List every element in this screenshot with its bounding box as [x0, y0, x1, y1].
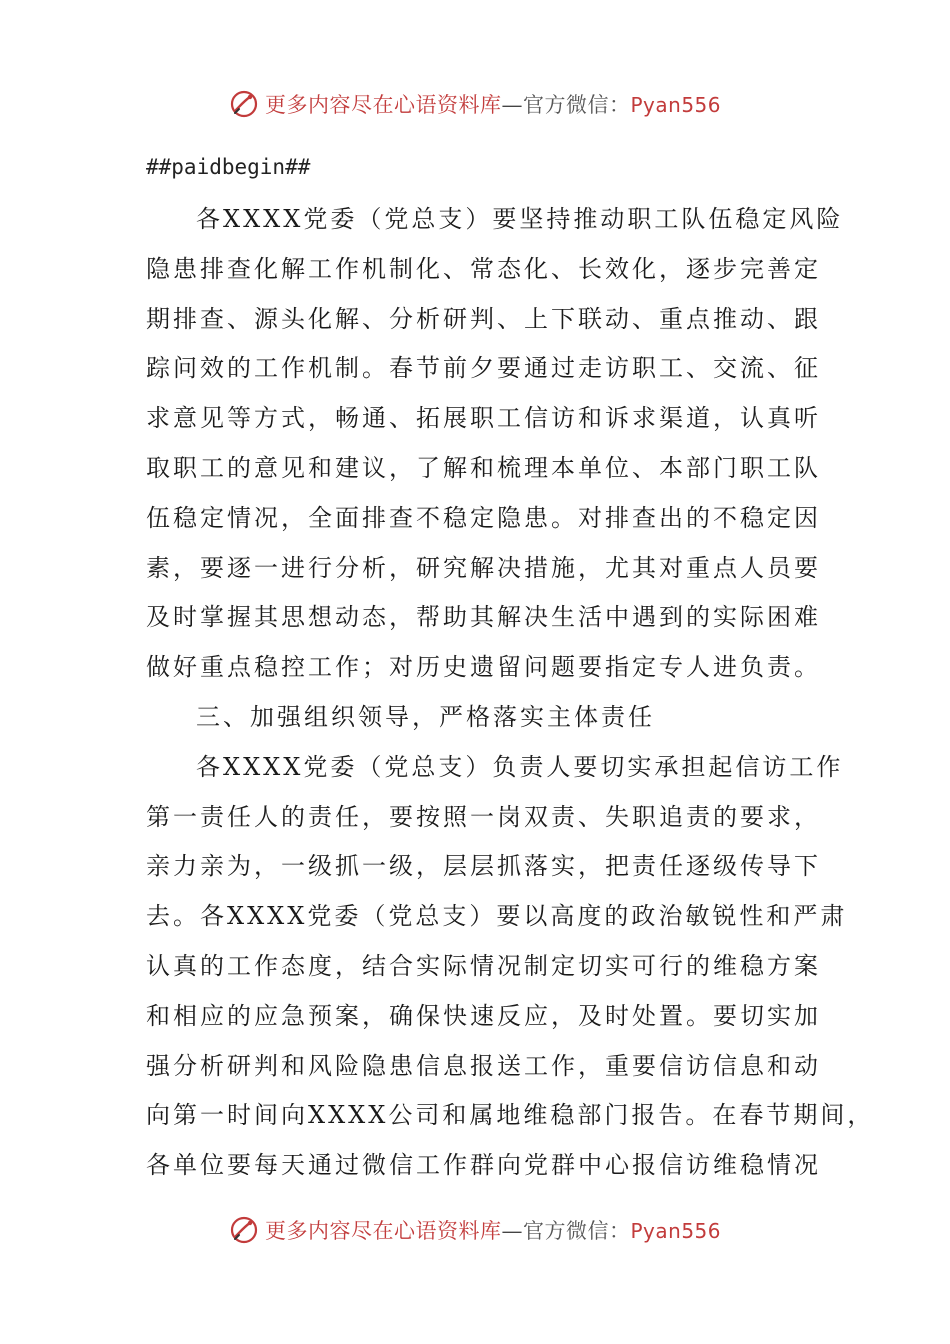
- text-line: 隐患排查化解工作机制化、常态化、长效化，逐步完善定: [146, 254, 821, 283]
- text-line: 认真的工作态度，结合实际情况制定切实可行的维稳方案: [146, 951, 821, 980]
- banner-text: [265, 89, 721, 119]
- banner-text: [265, 1215, 721, 1245]
- text-line: 素，要逐一进行分析，研究解决措施，尤其对重点人员要: [146, 553, 821, 582]
- text-line: 各XXXX党委（党总支）要坚持推动职工队伍稳定风险: [196, 205, 844, 233]
- text-line: 求意见等方式，畅通、拓展职工信访和诉求渠道，认真听: [146, 404, 821, 433]
- text-line: 第一责任人的责任，要按照一岗双责、失职追责的要求，: [146, 802, 821, 831]
- footer-banner: [0, 1210, 950, 1250]
- text-line: 强分析研判和风险隐患信息报送工作，重要信访信息和动: [146, 1051, 821, 1080]
- header-banner: [0, 84, 950, 124]
- text-line: 及时掌握其思想动态，帮助其解决生活中遇到的实际困难: [146, 603, 821, 632]
- text-line: 各XXXX党委（党总支）负责人要切实承担起信访工作: [196, 752, 844, 781]
- section-heading: 三、加强组织领导，严格落实主体责任: [196, 702, 655, 731]
- banner-dash: —: [501, 1219, 523, 1243]
- text-line: 伍稳定情况，全面排查不稳定隐患。对排查出的不稳定因: [146, 503, 821, 532]
- document-body: [146, 195, 875, 1191]
- paid-begin-marker: ##paidbegin##: [146, 155, 311, 179]
- banner-wechat-id: Pyan556: [630, 1219, 721, 1243]
- text-line: 取职工的意见和建议，了解和梳理本单位、本部门职工队: [146, 453, 821, 482]
- banner-wechat-label: 官方微信：: [522, 93, 631, 117]
- text-line: 期排查、源头化解、分析研判、上下联动、重点推动、跟: [146, 304, 821, 333]
- banner-main-text: 更多内容尽在心语资料库: [264, 1219, 502, 1243]
- banner-wechat-id: Pyan556: [630, 93, 721, 117]
- banner-dash: —: [501, 93, 523, 117]
- text-line: 做好重点稳控工作；对历史遗留问题要指定专人进负责。: [146, 653, 821, 682]
- text-line: 亲力亲为，一级抓一级，层层抓落实，把责任逐级传导下: [146, 852, 821, 881]
- text-line: 和相应的应急预案，确保快速反应，及时处置。要切实加: [146, 1001, 821, 1030]
- banner-main-text: 更多内容尽在心语资料库: [264, 93, 502, 117]
- text-line: 向第一时间向XXXX公司和属地维稳部门报告。在春节期间，: [146, 1101, 875, 1130]
- text-line: 踪问效的工作机制。春节前夕要通过走访职工、交流、征: [146, 354, 821, 383]
- pen-logo-icon: [229, 89, 259, 119]
- text-line: 各单位要每天通过微信工作群向党群中心报信访维稳情况: [146, 1151, 821, 1180]
- pen-logo-icon: [229, 1215, 259, 1245]
- banner-wechat-label: 官方微信：: [522, 1219, 631, 1243]
- text-line: 去。各XXXX党委（党总支）要以高度的政治敏锐性和严肃: [146, 902, 848, 931]
